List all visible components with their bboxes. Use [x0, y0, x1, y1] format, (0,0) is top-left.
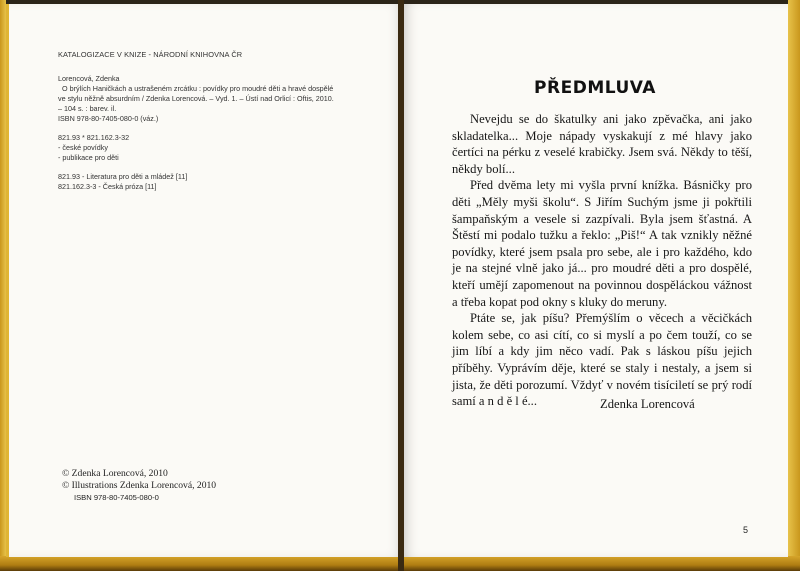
page-number: 5	[743, 525, 749, 535]
subject-line: 821.93 - Literatura pro děti a mládež [11]	[58, 172, 188, 181]
entry-line: Lorencová, Zdenka	[58, 74, 120, 83]
catalog-header: KATALOGIZACE V KNIZE - NÁRODNÍ KNIHOVNA ČR	[58, 50, 243, 59]
page-title: PŘEDMLUVA	[534, 78, 656, 98]
author-signature: Zdenka Lorencová	[600, 397, 695, 411]
entry-line: ve stylu něžně absurdním / Zdenka Lorencová. – Vyd. 1. – Ústí nad Orlicí : Oftis, 2010.	[58, 94, 334, 103]
right-cover-edge	[788, 0, 800, 571]
copyright-line: © Zdenka Lorencová, 2010	[62, 468, 168, 479]
entry-line: ISBN 978-80-7405-080-0 (váz.)	[58, 114, 159, 123]
copyright-block	[62, 468, 216, 504]
isbn-line: ISBN 978-80-7405-080-0	[74, 493, 159, 502]
class-line: 821.93 * 821.162.3-32	[58, 133, 130, 142]
paragraph: Před dvěma lety mi vyšla první knížka. Básničky pro děti „Měly myši školu“. S Jiřím Suchým jsme ji pokřtili šampaňským a vesele si zazpívali. Byla jsem šťastná. A Štěstí mi podalo tužku a řeklo: „Piš!“ A tak vznikly něžné povídky, které jsem psala pro sebe, ale i pro každého, kdo je na stejné vlně jako já... pro moudré děti a pro dospělé, kteří umějí zapomenout na povinnou dospěláckou vážnost a třeba kopat pod okny s kluky do meruny.	[452, 178, 752, 309]
paragraph: Nevejdu se do škatulky ani jako zpěvačka, ani jako skladatelka... Moje nápady vyskakují z mé hlavy jako čertíci na pérku z veselé krabičky. Jsem svá. Někdy to těší, někdy bolí...	[452, 112, 752, 176]
copyright-line: © Illustrations Zdenka Lorencová, 2010	[62, 480, 217, 491]
catalog-record	[58, 50, 388, 192]
entry-line: O brýlích Haničkách a ustrašeném zrcátku : povídky pro moudré děti a hravé dospělé	[62, 84, 334, 93]
entry-line: – 104 s. : barev. il.	[58, 104, 117, 113]
class-line: - české povídky	[58, 143, 108, 152]
paragraph: Ptáte se, jak píšu? Přemýšlím o věcech a věcičkách kolem sebe, co asi cítí, co si myslí a po čem touží, co se jim líbí a kdy jim něco vadí. Pak s láskou píšu jejich příběhy. Vyprávím děje, které se staly i nestaly, a jsem si jista, že děti porozumí. Vždyť v novém tisíciletí se prý rodí samí a n d ě l é...	[452, 311, 752, 409]
preface-text	[452, 111, 752, 410]
class-line: - publikace pro děti	[58, 153, 119, 162]
subject-line: 821.162.3-3 - Česká próza [11]	[58, 182, 157, 191]
